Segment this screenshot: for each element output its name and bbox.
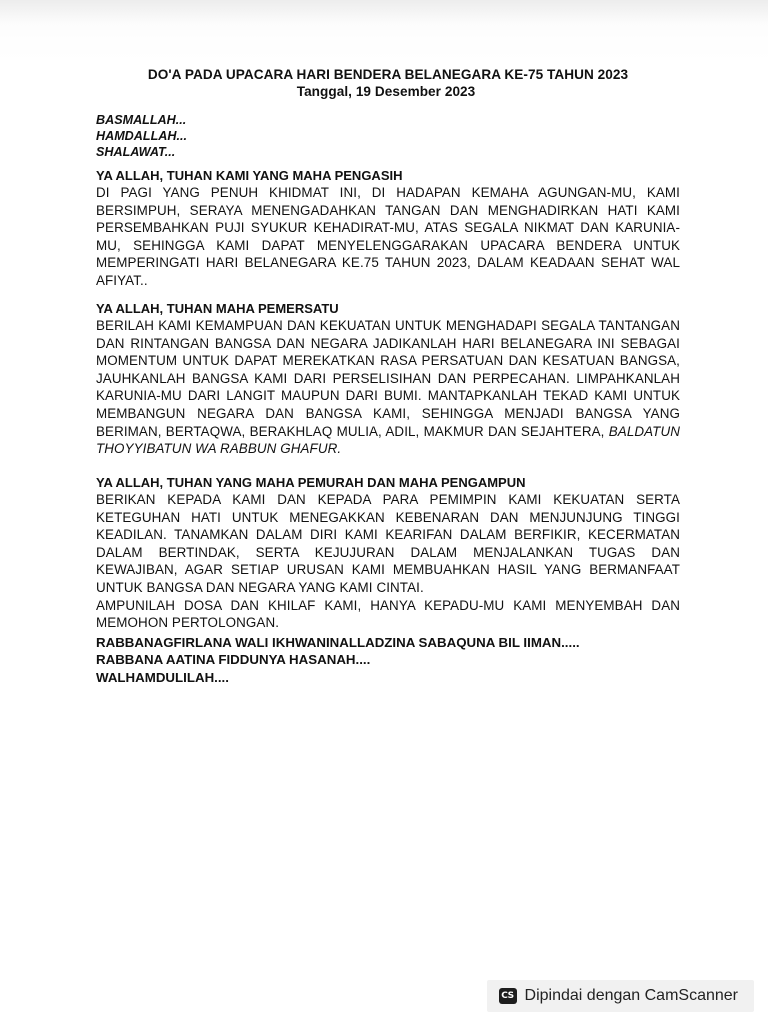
section-body: DI PAGI YANG PENUH KHIDMAT INI, DI HADAPAN KEMAHA AGUNGAN-MU, KAMI BERSIMPUH, SERAYA MENENGADAHKAN TANGAN DAN MENGHADIRKAN HATI KAMI PERSEMBAHKAN PUJI SYUKUR KEHADIRAT-MU, ATAS SEGALA NIKMAT DAN KARUNIA-MU, SEHINGGA KAMI DAPAT MENYELENGGARAKAN UPACARA BENDERA UNTUK MEMPERINGATI HARI BELANEGARA KE.75 TAHUN 2023, DALAM KEADAAN SEHAT WAL AFIYAT.. [96, 185, 680, 288]
opening-lines [96, 112, 187, 160]
prayer-section-1 [96, 167, 680, 290]
prayer-section-3 [96, 474, 680, 632]
section-body-continued: AMPUNILAH DOSA DAN KHILAF KAMI, HANYA KEPADU-MU KAMI MENYEMBAH DAN MEMOHON PERTOLONGAN. [96, 597, 680, 631]
section-heading: YA ALLAH, TUHAN YANG MAHA PEMURAH DAN MAHA PENGAMPUN [96, 475, 526, 490]
scan-shadow [0, 0, 768, 24]
closing-lines [96, 634, 580, 686]
camscanner-logo-icon: CS [499, 988, 517, 1004]
camscanner-label: Dipindai dengan CamScanner [524, 987, 738, 1004]
section-heading: YA ALLAH, TUHAN KAMI YANG MAHA PENGASIH [96, 168, 403, 183]
camscanner-watermark [487, 980, 754, 1012]
opening-line: BASMALLAH... [96, 113, 187, 127]
closing-line: RABBANA AATINA FIDDUNYA HASANAH.... [96, 652, 371, 668]
opening-line: HAMDALLAH... [96, 129, 187, 143]
section-body-text: BERILAH KAMI KEMAMPUAN DAN KEKUATAN UNTUK MENGHADAPI SEGALA TANTANGAN DAN RINTANGAN BANGSA DAN NEGARA JADIKANLAH HARI BELANEGARA INI SEBAGAI MOMENTUM UNTUK DAPAT MEREKATKAN RASA PERSATUAN DAN KESATUAN BANGSA, JAUHKANLAH BANGSA KAMI DARI PERSELISIHAN DAN PERPECAHAN. LIMPAHKANLAH KARUNIA-MU DARI LANGIT MAUPUN DARI BUMI. MANTAPKANLAH TEKAD KAMI UNTUK MEMBANGUN NEGARA DAN BANGSA KAMI, SEHINGGA MENJADI BANGSA YANG BERIMAN, BERTAQWA, BERAKHLAQ MULIA, ADIL, MAKMUR DAN SEJAHTERA, [96, 318, 680, 439]
section-body: BERIKAN KEPADA KAMI DAN KEPADA PARA PEMIMPIN KAMI KEKUATAN SERTA KETEGUHAN HATI UNTUK MENEGAKKAN KEBENARAN DAN MENJUNJUNG TINGGI KEADILAN. TANAMKAN DALAM DIRI KAMI KEARIFAN DALAM BERFIKIR, KECERMATAN DALAM BERTINDAK, SERTA KEJUJURAN DALAM MENJALANKAN TUGAS DAN KEWAJIBAN, AGAR SETIAP URUSAN KAMI MEMBUAHKAN HASIL YANG BERMANFAAT UNTUK BANGSA DAN NEGARA YANG KAMI CINTAI. [96, 492, 680, 595]
section-body [96, 317, 680, 458]
document-header [0, 66, 768, 100]
section-body-italic: BALDATUN THOYYIBATUN WA RABBUN GHAFUR. [96, 423, 680, 457]
document-date: Tanggal, 19 Desember 2023 [296, 84, 476, 99]
opening-line: SHALAWAT... [96, 145, 176, 159]
section-heading: YA ALLAH, TUHAN MAHA PEMERSATU [96, 301, 339, 316]
prayer-section-2 [96, 300, 680, 458]
closing-line: WALHAMDULILAH.... [96, 669, 229, 685]
closing-line: RABBANAGFIRLANA WALI IKHWANINALLADZINA SABAQUNA BIL IIMAN..... [96, 635, 580, 650]
document-title: DO'A PADA UPACARA HARI BENDERA BELANEGARA KE-75 TAHUN 2023 [147, 67, 629, 82]
